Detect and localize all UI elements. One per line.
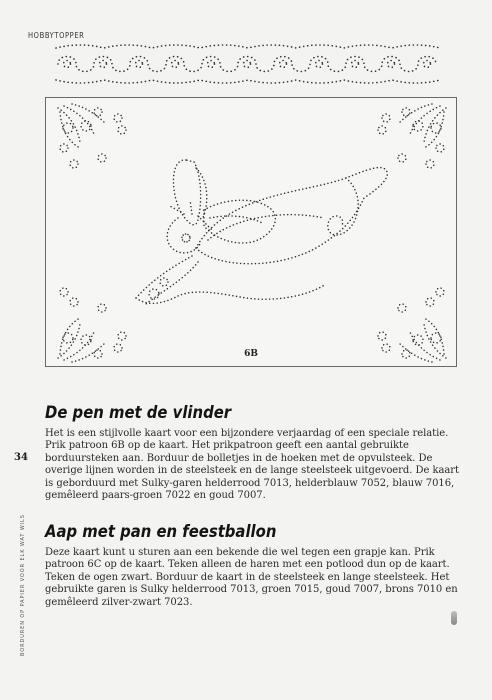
corner-ornament-top-left [58,104,126,168]
page-edge-mark [451,611,457,625]
article-monkey-balloon [45,522,460,609]
article-body: Deze kaart kunt u sturen aan een bekende die wel tegen een grapje kan. Prik patroon 6C op de kaart. Teken alleen de haren met een potlood dun op de kaart. Teken de ogen zwart. Borduur de kaart in de steelsteek en lange steelsteek. Het gebruikte garen is Sulky helderrood 7013, groen 7015, goud 7007, brons 7010 en gemêleerd zilver-zwart 7023. [45,547,458,608]
dotted-border-pattern [50,42,462,86]
article-butterfly-pen [45,403,460,502]
article-title: Aap met pan en feestballon [45,522,277,541]
article-title: De pen met de vlinder [45,403,232,422]
butterfly [167,160,275,253]
article-body: Het is een stijlvolle kaart voor een bijzondere verjaardag of een speciale relatie. Prik patroon 6B op de kaart. Het prikpatroon geeft een aantal gebruikte borduursteken aan. Borduur de bolletjes in de hoeken met de opvulsteek. De overige lijnen worden in de steelsteek en de lange steelsteek uitgevoerd. De kaart is geborduurd met Sulky-garen helderrood 7013, helderblauw 7052, blauw 7016, gemêleerd paars-groen 7022 en goud 7007. [45,428,460,502]
pricking-pattern-6b [45,97,457,367]
page-number: 34 [14,452,28,463]
running-header: HOBBYTOPPER [28,31,85,40]
teapot-body [136,168,387,304]
butterfly-teapot-pattern [46,98,458,368]
pattern-label: 6B [244,349,258,359]
corner-ornament-top-right [378,104,446,168]
vertical-book-title: BORDUREN OP PAPIER VOOR ELK WAT WILS [20,514,26,656]
